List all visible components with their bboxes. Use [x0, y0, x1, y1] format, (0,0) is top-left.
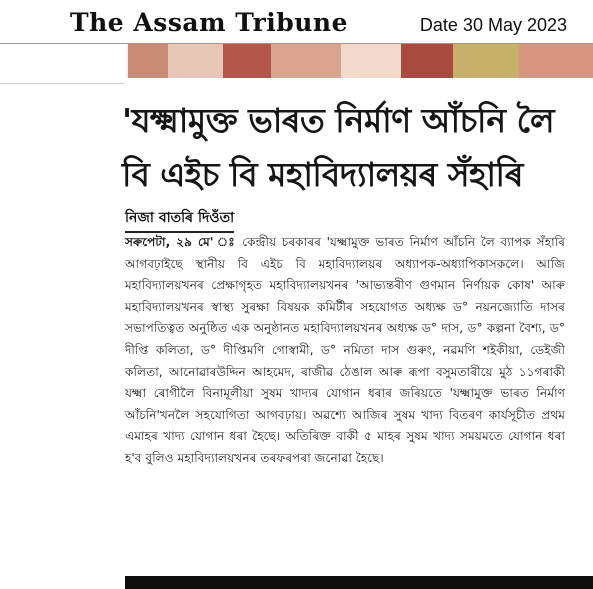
- column-divider: [0, 44, 124, 84]
- article-byline: নিজা বাতৰি দিওঁতা: [125, 206, 234, 233]
- publication-date: Date 30 May 2023: [419, 15, 567, 35]
- masthead: [0, 0, 593, 44]
- bottom-image-edge: [125, 576, 593, 589]
- newspaper-logo: The Assam Tribune: [70, 8, 348, 37]
- article-body-text: কেন্দ্ৰীয় চৰকাৰৰ 'যক্ষ্মামুক্ত ভাৰত নিৰ্মাণ আঁচনি লৈ ব্যাপক সঁহাৰি আগবঢ়াইছে স্থানীয় বি এইচ বি মহাবিদ্যালয়ৰ অধ্যাপক-অধ্যাপিকাসকলে। আজি মহাবিদ্যালয়খনৰ প্ৰেক্ষাগৃহত মহাবিদ্যালয়খনৰ 'আভ্যন্তৰীণ গুণমান নিৰ্ণায়ক কোষ' আৰু মহাবিদ্যালয়খনৰ স্বাস্থ্য সুৰক্ষা বিষয়ক কমিটীৰ সহযোগত অধ্যক্ষ ড° নয়নজ্যোতি দাসৰ সভাপতিত্বত অনুষ্ঠিত এক অনুষ্ঠানত মহাবিদ্যালয়খনৰ অধ্যক্ষ ড° দাস, ড° কল্পনা বৈশ্য, ড° দীপ্তি কলিতা, ড° দীপ্তিমণি গোস্বামী, ড° নমিতা দাস গুৰুং, নৱমণি শইকীয়া, ডেইজী কলিতা, আনোৱাৰউদ্দিন আহমেদ, ৰাজীৱ ঠেঙাল আৰু ৰূপা বসুমতাৰীয়ে মুঠ ১১গৰাকী যক্ষ্মা ৰোগীলৈ বিনামূলীয়া সুষম খাদ্যৰ যোগান ধৰাৰ জৰিয়তে 'যক্ষ্মামুক্ত ভাৰত নিৰ্মাণ আঁচনি'খনলৈ সহযোগিতা আগবঢ়ায়। অৱশ্যে আজিৰ সুষম খাদ্য বিতৰণ কাৰ্যসূচীত প্ৰথম এমাহৰ খাদ্য যোগান ধৰা হৈছে। অতিৰিক্ত বাকী ৫ মাহৰ সুষম খাদ্য সময়মতে যোগান ধৰা হ'ব বুলিও মহাবিদ্যালয়খনৰ তৰফৰপৰা জনোৱা হৈছে।: [125, 235, 566, 465]
- article-headline: 'যক্ষ্মামুক্ত ভাৰত নিৰ্মাণ আঁচনি লৈ বি এইচ বি মহাবিদ্যালয়ৰ সঁহাৰি: [122, 101, 555, 194]
- article-body: [125, 232, 565, 470]
- article-dateline: সৰুপেটা, ২৯ মে' ঃ: [125, 235, 237, 249]
- photo-fragment: [126, 44, 593, 78]
